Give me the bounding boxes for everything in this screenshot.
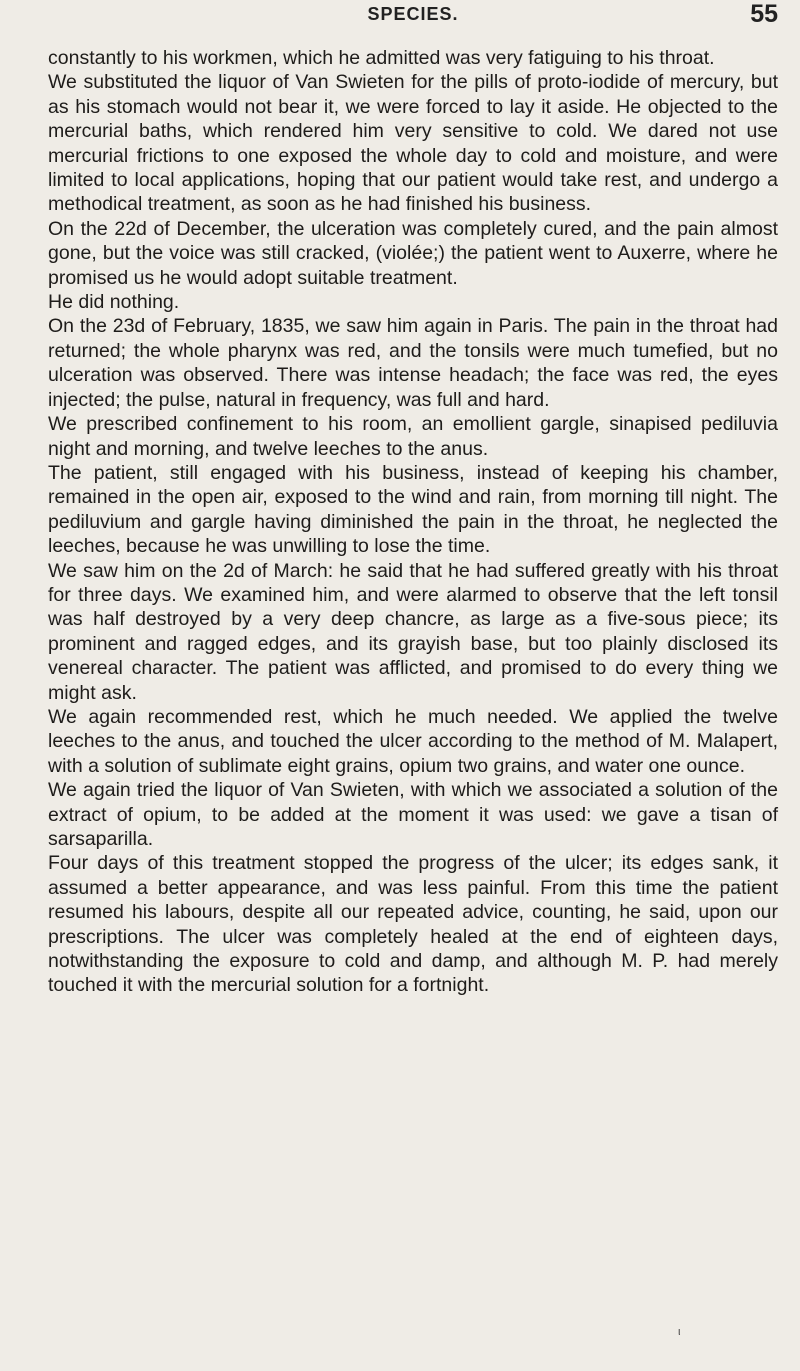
paragraph-6: We prescribed confinement to his room, an emollient gargle, sinapised pediluvia night and morning, and twelve leeches to the anus.	[48, 413, 778, 460]
paragraph-3: On the 22d of December, the ulceration was completely cured, and the pain almost gone, but the voice was still cracked, (violée;) the patient went to Auxerre, where he promised us he would adopt suitable treatment.	[48, 217, 778, 289]
paragraph-7: The patient, still engaged with his business, instead of keeping his chamber, remained in the open air, exposed to the wind and rain, from morning till night. The pediluvium and gargle having diminished the pain in the throat, he neglected the leeches, because he was unwilling to lose the time.	[48, 461, 778, 558]
running-title: SPECIES.	[367, 4, 459, 24]
paragraph-4: He did nothing.	[48, 291, 180, 314]
paragraph-2: We substituted the liquor of Van Swieten for the pills of proto-iodide of mercury, but as his stomach would not bear it, we were forced to lay it aside. He objected to the mercurial baths, which rendered him very sensitive to cold. We dared not use mercurial frictions to one exposed the whole day to cold and moisture, and were limited to local applications, hoping that our patient would take rest, and undergo a methodical treatment, as soon as he had finished his business.	[48, 71, 778, 216]
paragraph-5: On the 23d of February, 1835, we saw him again in Paris. The pain in the throat had returned; the whole pharynx was red, and the tonsils were much tumefied, but no ulceration was observed. There was intense headach; the face was red, the eyes injected; the pulse, natural in frequency, was full and hard.	[48, 315, 778, 411]
stray-print-mark: ι	[678, 1326, 681, 1338]
body-text	[48, 46, 778, 998]
page-number: 55	[750, 0, 778, 28]
paragraph-8: We saw him on the 2d of March: he said that he had suffered greatly with his throat for three days. We examined him, and were alarmed to observe that the left tonsil was half destroyed by a very deep chancre, as large as a five-sous piece; its prominent and ragged edges, and its grayish base, but too plainly disclosed its venereal character. The patient was afflicted, and promised to do every thing we might ask.	[48, 559, 778, 704]
paragraph-9: We again recommended rest, which he much needed. We applied the twelve leeches to the anus, and touched the ulcer according to the method of M. Malapert, with a solution of sublimate eight grains, opium two grains, and water one ounce.	[48, 705, 778, 777]
running-head	[48, 2, 778, 30]
paragraph-10: We again tried the liquor of Van Swieten, with which we associated a solution of the extract of opium, to be added at the moment it was used: we gave a tisan of sarsaparilla.	[48, 779, 778, 850]
paragraph-11: Four days of this treatment stopped the progress of the ulcer; its edges sank, it assumed a better appearance, and was less painful. From this time the patient resumed his labours, despite all our repeated advice, counting, he said, upon our prescriptions. The ulcer was completely healed at the end of eighteen days, notwithstanding the exposure to cold and damp, and although M. P. had merely touched it with the mercurial solution for a fortnight.	[48, 852, 778, 997]
paragraph-1: constantly to his workmen, which he admitted was very fatiguing to his throat.	[48, 47, 715, 69]
